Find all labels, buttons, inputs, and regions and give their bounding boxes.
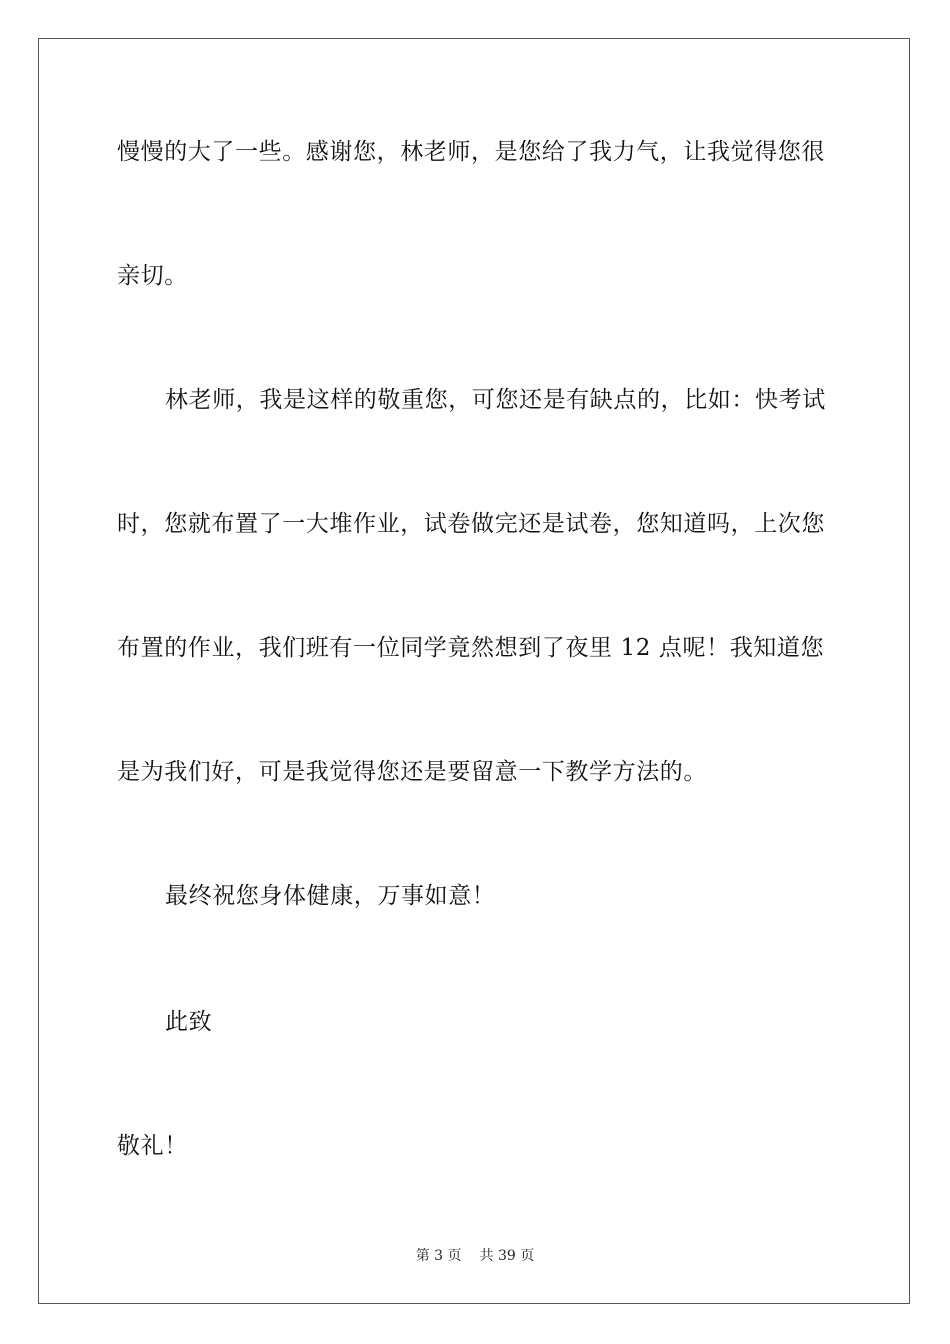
page-total: 共 39 页 <box>479 1248 535 1264</box>
salutation-jingli: 敬礼！ <box>117 1133 188 1159</box>
page-border <box>38 38 910 1304</box>
page-footer <box>0 1247 950 1265</box>
text-line: 是为我们好，可是我觉得您还是要留意一下教学方法的。 <box>117 759 707 785</box>
text-line: 布置的作业，我们班有一位同学竟然想到了夜里 12 点呢！我知道您 <box>117 635 825 661</box>
closing-wish: 最终祝您身体健康，万事如意！ <box>165 883 496 909</box>
text-line: 时，您就布置了一大堆作业，试卷做完还是试卷，您知道吗，上次您 <box>117 511 825 537</box>
page-number: 第 3 页 <box>415 1248 462 1264</box>
salutation-cizhi: 此致 <box>165 1009 213 1035</box>
text-line: 慢慢的大了一些。感谢您，林老师，是您给了我力气，让我觉得您很 <box>117 139 825 165</box>
paragraph-line: 林老师，我是这样的敬重您，可您还是有缺点的，比如：快考试 <box>165 387 826 413</box>
text-line: 亲切。 <box>117 263 188 289</box>
